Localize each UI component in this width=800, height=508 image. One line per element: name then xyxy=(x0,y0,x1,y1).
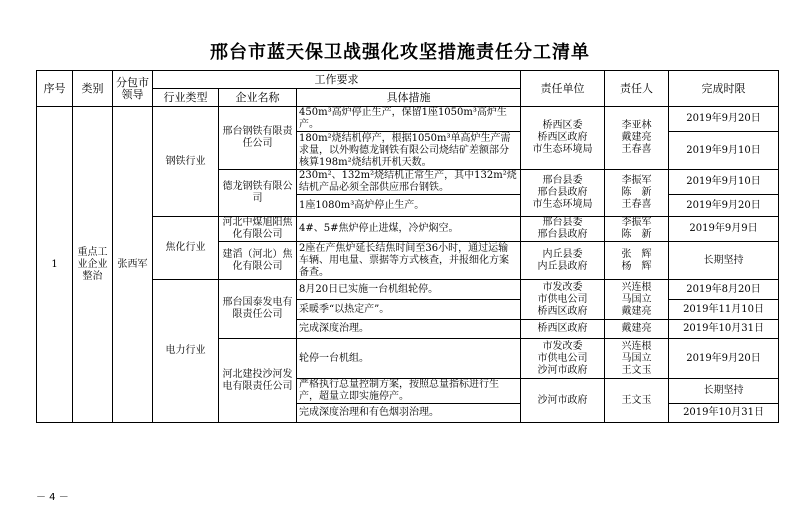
unit-cell: 市发改委 市供电公司 沙河市政府 xyxy=(521,339,605,379)
table-row xyxy=(37,107,779,132)
deadline-cell: 2019年10月31日 xyxy=(669,320,779,339)
header-leader: 分包市领导 xyxy=(113,71,153,107)
row-no: 1 xyxy=(37,107,73,423)
page-number: － 4 － xyxy=(36,492,69,503)
industry-power: 电力行业 xyxy=(153,280,219,423)
header-requirements: 工作要求 xyxy=(153,71,521,89)
unit-cell: 沙河市政府 xyxy=(521,379,605,423)
measure-cell: 1座1080m³高炉停止生产。 xyxy=(297,195,521,217)
responsibility-table xyxy=(36,70,779,423)
person-cell: 王文玉 xyxy=(605,379,669,423)
measure-cell: 完成深度治理和有色烟羽治理。 xyxy=(297,404,521,423)
measure-cell: 8月20日已实施一台机组轮停。 xyxy=(297,280,521,300)
company-cell: 河北中煤旭阳焦化有限公司 xyxy=(219,217,297,242)
industry-steel: 钢铁行业 xyxy=(153,107,219,217)
header-industry: 行业类型 xyxy=(153,89,219,107)
company-cell: 德龙钢铁有限公司 xyxy=(219,170,297,217)
company-cell: 邢台钢铁有限责任公司 xyxy=(219,107,297,170)
deadline-cell: 长期坚持 xyxy=(669,242,779,280)
person-cell: 李振军 陈 新 xyxy=(605,217,669,242)
measure-cell: 180m²烧结机停产，根据1050m³单高炉生产需求量，以外购德龙钢铁有限公司烧结矿差额部分核算198m²烧结机开机天数。 xyxy=(297,132,521,170)
measure-cell: 230m²、132m²烧结机正常生产，其中132m²烧结机产品必须全部供应邢台钢铁。 xyxy=(297,170,521,195)
header-person: 责任人 xyxy=(605,71,669,107)
row-leader: 张西军 xyxy=(113,107,153,423)
header-category: 类别 xyxy=(73,71,113,107)
header-company: 企业名称 xyxy=(219,89,297,107)
deadline-cell: 2019年9月20日 xyxy=(669,339,779,379)
measure-cell: 4#、5#焦炉停止进煤，冷炉焖空。 xyxy=(297,217,521,242)
measure-cell: 完成深度治理。 xyxy=(297,320,521,339)
deadline-cell: 2019年9月10日 xyxy=(669,170,779,195)
page-title: 邢台市蓝天保卫战强化攻坚措施责任分工清单 xyxy=(210,42,590,63)
measure-cell: 采暖季“以热定产”。 xyxy=(297,300,521,320)
unit-cell: 桥西区委 桥西区政府 市生态环境局 xyxy=(521,107,605,170)
deadline-cell: 2019年11月10日 xyxy=(669,300,779,320)
company-cell: 邢台国泰发电有限责任公司 xyxy=(219,280,297,339)
deadline-cell: 2019年9月9日 xyxy=(669,217,779,242)
person-cell: 戴建亮 xyxy=(605,320,669,339)
deadline-cell: 2019年9月20日 xyxy=(669,107,779,132)
measure-cell: 严格执行总量控制方案，按照总量指标进行生产，超量立即实施停产。 xyxy=(297,379,521,404)
header-no: 序号 xyxy=(37,71,73,107)
person-cell: 李亚林 戴建亮 王春喜 xyxy=(605,107,669,170)
company-cell: 建滔（河北）焦化有限公司 xyxy=(219,242,297,280)
deadline-cell: 2019年8月20日 xyxy=(669,280,779,300)
deadline-cell: 2019年9月20日 xyxy=(669,195,779,217)
header-unit: 责任单位 xyxy=(521,71,605,107)
measure-cell: 2座在产焦炉延长结焦时间至36小时，通过运输车辆、用电量、票据等方式核查，并报细化方案备查。 xyxy=(297,242,521,280)
unit-cell: 邢台县委 邢台县政府 市生态环境局 xyxy=(521,170,605,217)
deadline-cell: 2019年10月31日 xyxy=(669,404,779,423)
person-cell: 张 辉 杨 辉 xyxy=(605,242,669,280)
industry-coking: 焦化行业 xyxy=(153,217,219,280)
deadline-cell: 2019年9月10日 xyxy=(669,132,779,170)
unit-cell: 内丘县委 内丘县政府 xyxy=(521,242,605,280)
deadline-cell: 长期坚持 xyxy=(669,379,779,404)
company-cell: 河北建投沙河发电有限责任公司 xyxy=(219,339,297,423)
unit-cell: 邢台县委 邢台县政府 xyxy=(521,217,605,242)
header-deadline: 完成时限 xyxy=(669,71,779,107)
measure-cell: 450m³高炉停止生产，保留1座1050m³高炉生产。 xyxy=(297,107,521,132)
measure-cell: 轮停一台机组。 xyxy=(297,339,521,379)
person-cell: 兴连根 马国立 戴建亮 xyxy=(605,280,669,320)
header-measures: 具体措施 xyxy=(297,89,521,107)
unit-cell: 桥西区政府 xyxy=(521,320,605,339)
unit-cell: 市发改委 市供电公司 桥西区政府 xyxy=(521,280,605,320)
person-cell: 李振军 陈 新 王春喜 xyxy=(605,170,669,217)
row-category: 重点工业企业整治 xyxy=(73,107,113,423)
person-cell: 兴连根 马国立 王文玉 xyxy=(605,339,669,379)
